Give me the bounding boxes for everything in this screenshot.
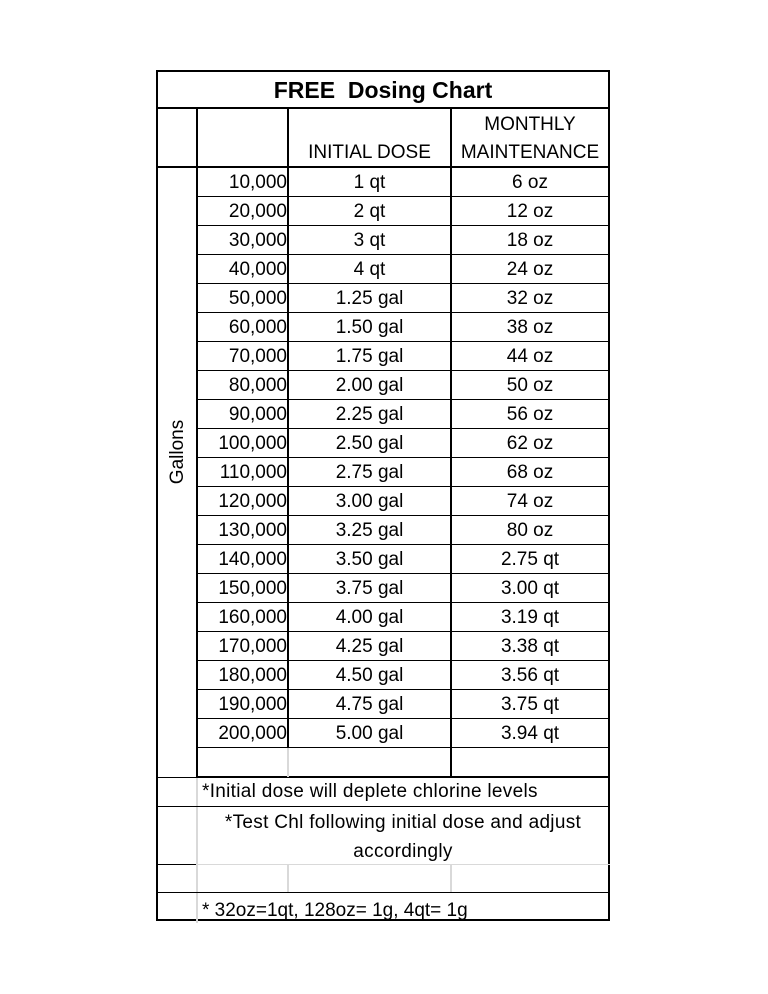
divider-side-column [196, 107, 198, 777]
notes-top-border [158, 777, 610, 778]
row-divider [198, 602, 610, 603]
header-initial-dose: INITIAL DOSE [308, 142, 431, 163]
cell-gallons: 90,000 [228, 404, 287, 425]
row-divider [198, 747, 610, 748]
note-test-chl-line2: accordingly [353, 841, 453, 862]
cell-initial-dose: 5.00 gal [335, 723, 404, 744]
cell-monthly-maintenance: 32 oz [506, 288, 554, 309]
cell-monthly-maintenance: 68 oz [506, 462, 554, 483]
note2-bottom-left [158, 864, 196, 865]
cell-gallons: 60,000 [228, 317, 287, 338]
cell-initial-dose: 2.25 gal [335, 404, 404, 425]
cell-gallons: 170,000 [218, 636, 287, 657]
cell-gallons: 140,000 [218, 549, 287, 570]
row-divider [198, 399, 610, 400]
row-divider [198, 312, 610, 313]
header-monthly-line1: MONTHLY [484, 114, 576, 135]
gallons-label-text: Gallons [167, 419, 189, 485]
cell-gallons: 160,000 [218, 607, 287, 628]
dosing-chart-table [156, 70, 610, 921]
cell-monthly-maintenance: 3.00 qt [500, 578, 560, 599]
cell-monthly-maintenance: 12 oz [506, 201, 554, 222]
row-divider [198, 486, 610, 487]
cell-monthly-maintenance: 2.75 qt [500, 549, 560, 570]
cell-initial-dose: 2.50 gal [335, 433, 404, 454]
row-divider [198, 544, 610, 545]
cell-gallons: 200,000 [218, 723, 287, 744]
cell-monthly-maintenance: 3.56 qt [500, 665, 560, 686]
header-monthly-line2: MAINTENANCE [460, 142, 600, 163]
blank-row-div-2 [450, 865, 452, 892]
cell-initial-dose: 4.25 gal [335, 636, 404, 657]
notes-side-divider [196, 778, 198, 923]
cell-initial-dose: 3.75 gal [335, 578, 404, 599]
header-bottom-border [158, 166, 610, 168]
note-conversion: * 32oz=1qt, 128oz= 1g, 4qt= 1g [202, 900, 468, 921]
cell-initial-dose: 2.00 gal [335, 375, 404, 396]
gallons-side-label [160, 412, 196, 492]
cell-gallons: 150,000 [218, 578, 287, 599]
note1-bottom [158, 806, 610, 807]
cell-monthly-maintenance: 3.19 qt [500, 607, 560, 628]
cell-gallons: 50,000 [228, 288, 287, 309]
row-divider [198, 631, 610, 632]
row-divider [198, 225, 610, 226]
cell-gallons: 100,000 [218, 433, 287, 454]
cell-gallons: 110,000 [219, 462, 287, 483]
cell-gallons: 130,000 [218, 520, 287, 541]
cell-gallons: 30,000 [228, 230, 287, 251]
cell-gallons: 180,000 [218, 665, 287, 686]
cell-gallons: 40,000 [228, 259, 287, 280]
row-divider [198, 370, 610, 371]
row-divider [198, 196, 610, 197]
cell-initial-dose: 4 qt [353, 259, 386, 280]
row-divider [198, 283, 610, 284]
cell-initial-dose: 4.75 gal [335, 694, 404, 715]
blank-row-bottom [158, 892, 610, 893]
cell-initial-dose: 3 qt [353, 230, 386, 251]
cell-gallons: 80,000 [228, 375, 287, 396]
row-divider [198, 254, 610, 255]
row-divider [198, 515, 610, 516]
cell-monthly-maintenance: 74 oz [506, 491, 554, 512]
cell-monthly-maintenance: 62 oz [506, 433, 554, 454]
cell-monthly-maintenance: 18 oz [506, 230, 554, 251]
cell-gallons: 10,000 [228, 172, 287, 193]
cell-initial-dose: 4.00 gal [335, 607, 404, 628]
row-divider [198, 428, 610, 429]
cell-monthly-maintenance: 80 oz [506, 520, 554, 541]
cell-monthly-maintenance: 50 oz [506, 375, 554, 396]
cell-monthly-maintenance: 38 oz [506, 317, 554, 338]
row-divider [198, 718, 610, 719]
cell-gallons: 120,000 [218, 491, 287, 512]
cell-initial-dose: 3.25 gal [335, 520, 404, 541]
cell-initial-dose: 4.50 gal [335, 665, 404, 686]
row-divider [198, 341, 610, 342]
empty-row-right [608, 748, 610, 778]
cell-gallons: 20,000 [228, 201, 287, 222]
cell-gallons: 70,000 [228, 346, 287, 367]
cell-monthly-maintenance: 3.75 qt [500, 694, 560, 715]
note2-bottom [198, 864, 610, 865]
empty-row-faint-1 [287, 748, 289, 777]
chart-title: FREE Dosing Chart [158, 72, 608, 109]
cell-initial-dose: 1.75 gal [335, 346, 404, 367]
row-divider [198, 689, 610, 690]
cell-monthly-maintenance: 44 oz [506, 346, 554, 367]
cell-initial-dose: 2 qt [353, 201, 386, 222]
note-test-chl-line1: *Test Chl following initial dose and adjust [224, 812, 582, 833]
cell-monthly-maintenance: 24 oz [506, 259, 554, 280]
cell-initial-dose: 1.25 gal [335, 288, 404, 309]
row-divider [198, 457, 610, 458]
cell-initial-dose: 1.50 gal [335, 317, 404, 338]
cell-monthly-maintenance: 6 oz [512, 172, 548, 193]
cell-monthly-maintenance: 56 oz [506, 404, 554, 425]
cell-initial-dose: 3.50 gal [335, 549, 404, 570]
cell-monthly-maintenance: 3.38 qt [500, 636, 560, 657]
blank-row-div-1 [287, 865, 289, 892]
divider-gallons-initial [287, 107, 289, 777]
note-initial-dose: *Initial dose will deplete chlorine levels [202, 781, 538, 802]
cell-initial-dose: 2.75 gal [335, 462, 404, 483]
cell-initial-dose: 3.00 gal [335, 491, 404, 512]
cell-initial-dose: 1 qt [353, 172, 386, 193]
cell-monthly-maintenance: 3.94 qt [500, 723, 560, 744]
row-divider [198, 660, 610, 661]
divider-initial-monthly [450, 107, 452, 777]
cell-gallons: 190,000 [218, 694, 287, 715]
row-divider [198, 573, 610, 574]
